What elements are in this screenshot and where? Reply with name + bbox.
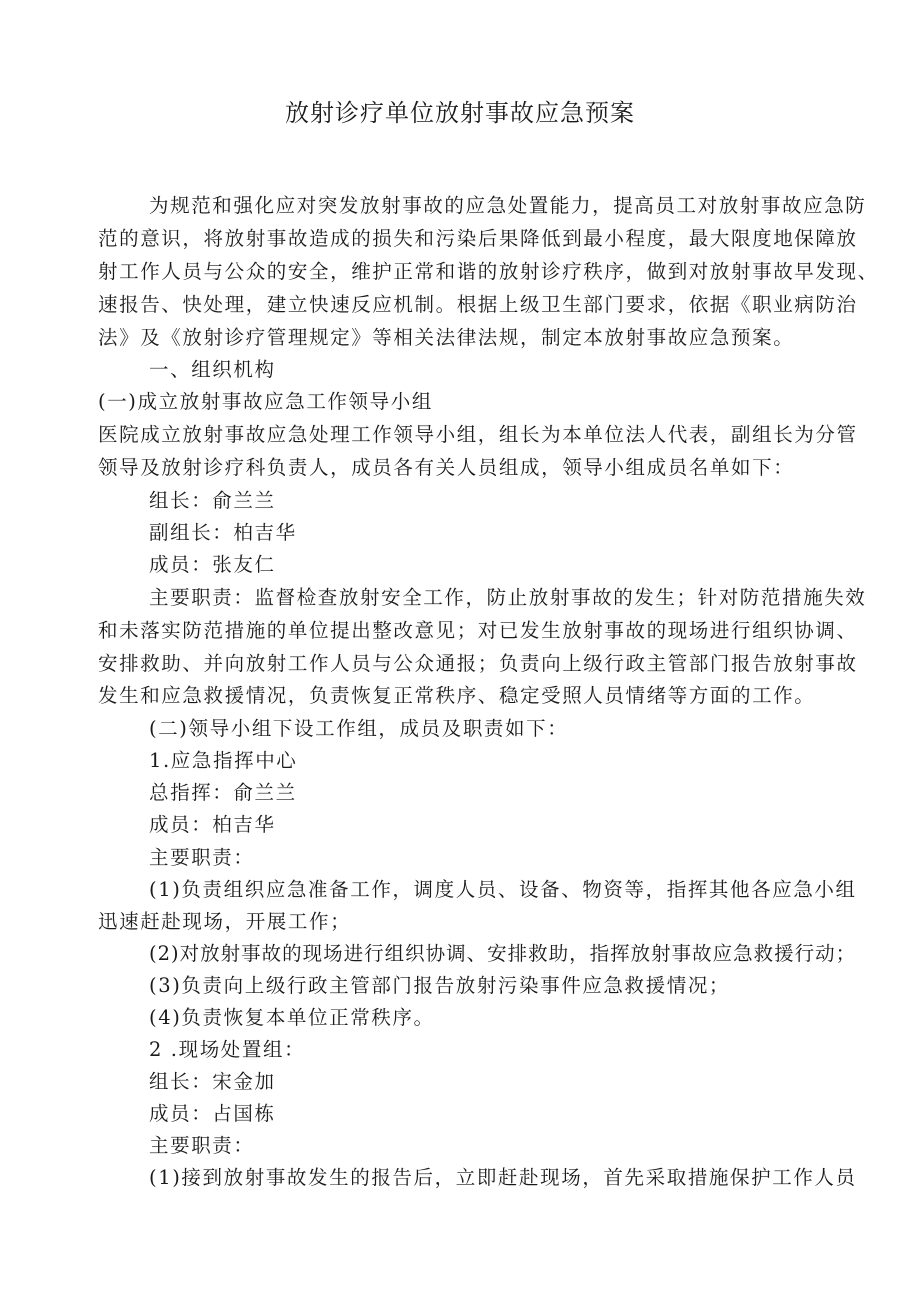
duty-item: (2)对放射事故的现场进行组织协调、安排救助，指挥放射事故应急救援行动； [149,942,857,965]
duties-heading: 主要职责： [149,1134,255,1157]
duties-heading: 主要职责： [149,846,255,869]
duty-item: 迅速赶赴现场，开展工作； [98,910,352,933]
member-line: 组长：宋金加 [149,1070,276,1093]
member-line: 成员：柏吉华 [149,813,276,836]
paragraph-line: 为规范和强化应对突发放射事故的应急处置能力，提高员工对放射事故应急防 [149,194,867,217]
paragraph-line: 安排救助、并向放射工作人员与公众通报；负责向上级行政主管部门报告放射事故 [98,652,858,675]
paragraph-line: 速报告、快处理，建立快速反应机制。根据上级卫生部门要求，依据《职业病防治 [98,293,858,316]
group-heading: 2 .现场处置组： [149,1038,306,1061]
member-line: 总指挥：俞兰兰 [149,781,297,804]
paragraph-line: 范的意识，将放射事故造成的损失和污染后果降低到最小程度，最大限度地保障放 [98,227,858,250]
group-heading: 1.应急指挥中心 [149,749,298,772]
section-heading: 一、组织机构 [149,358,276,381]
paragraph-line: 医院成立放射事故应急处理工作领导小组，组长为本单位法人代表，副组长为分管 [98,423,858,446]
duty-item: (3)负责向上级行政主管部门报告放射污染事件应急救援情况； [149,974,731,997]
duty-item: (4)负责恢复本单位正常秩序。 [149,1006,435,1029]
member-line: 副组长：柏吉华 [149,521,297,544]
duty-item: (1)接到放射事故发生的报告后，立即赶赴现场，首先采取措施保护工作人员 [149,1166,857,1189]
duty-item: (1)负责组织应急准备工作，调度人员、设备、物资等，指挥其他各应急小组 [149,878,857,901]
subsection-heading: (一)成立放射事故应急工作领导小组 [98,390,433,413]
subsection-heading: (二)领导小组下设工作组，成员及职责如下： [149,717,569,740]
member-line: 成员：张友仁 [149,553,276,576]
paragraph-line: 和未落实防范措施的单位提出整改意见；对已发生放射事故的现场进行组织协调、 [98,619,858,642]
document-title: 放射诊疗单位放射事故应急预案 [285,99,635,127]
paragraph-line: 领导及放射诊疗科负责人，成员各有关人员组成，领导小组成员名单如下： [98,456,795,479]
member-line: 组长：俞兰兰 [149,489,276,512]
paragraph-line: 射工作人员与公众的安全，维护正常和谐的放射诊疗秩序，做到对放射事故早发现、 [98,260,879,283]
paragraph-line: 发生和应急救援情况，负责恢复正常秩序、稳定受照人员情绪等方面的工作。 [98,684,816,707]
paragraph-line: 主要职责：监督检查放射安全工作，防止放射事故的发生；针对防范措施失效 [149,586,867,609]
member-line: 成员：占国栋 [149,1102,276,1125]
paragraph-line: 法》及《放射诊疗管理规定》等相关法律法规，制定本放射事故应急预案。 [98,326,795,349]
